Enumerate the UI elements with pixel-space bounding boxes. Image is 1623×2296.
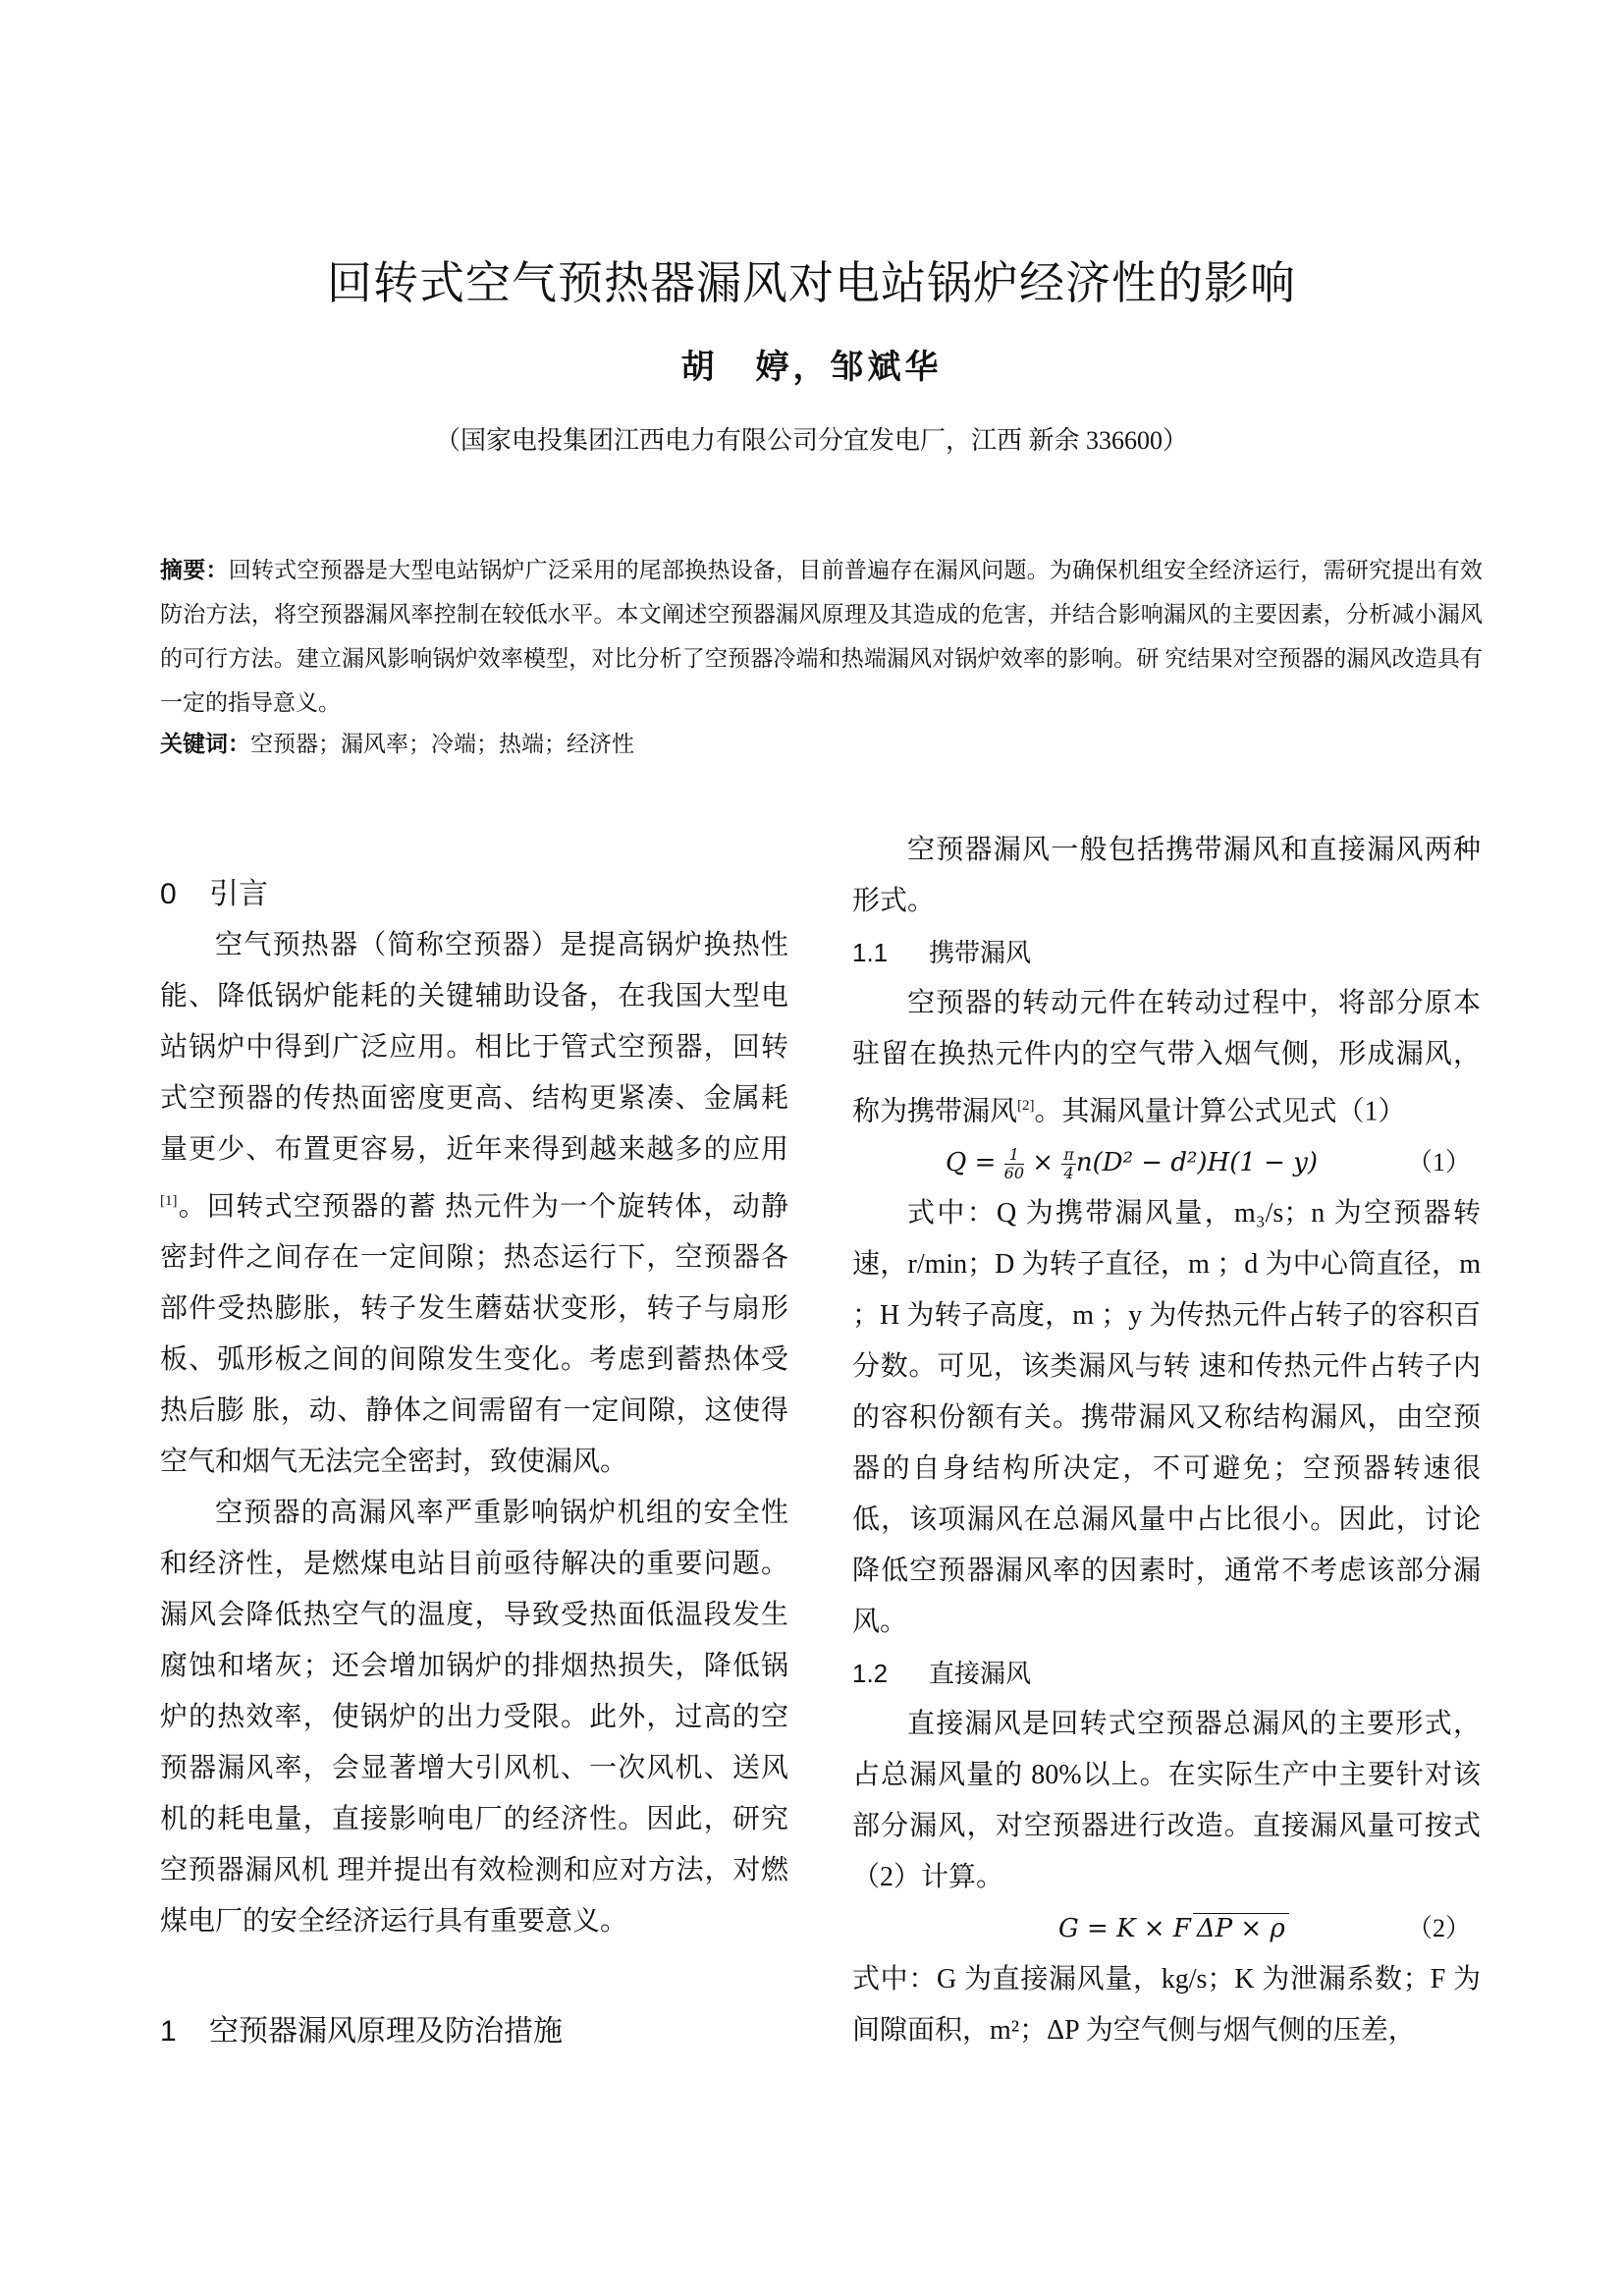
equation-2-expression: G = K × F ΔP × ρ bbox=[1058, 1903, 1289, 1954]
section-number: 0 bbox=[160, 878, 177, 910]
paragraph-text: 。回转式空预器的蓄 热元件为一个旋转体，动静密封件之间存在一定间隙；热态运行下，空预器各部件受热膨胀，转子发生蘑菇状变形，转子与扇形板、弧形板之间的间隙发生变化。考虑到蓄热体受热后膨 胀，动、静体之间需留有一定间隙，这使得空气和烟气无法完全密封，致使漏风。 bbox=[160, 1191, 788, 1478]
affiliation: （国家电投集团江西电力有限公司分宜发电厂，江西 新余 336600） bbox=[434, 426, 1188, 455]
equation-2 bbox=[852, 1903, 1481, 1954]
section-title: 引言 bbox=[209, 878, 268, 910]
equation-1-number: （1） bbox=[1406, 1148, 1471, 1177]
paragraph bbox=[852, 978, 1481, 1137]
citation: [1] bbox=[160, 1193, 178, 1209]
paragraph: 直接漏风是回转式空预器总漏风的主要形式，占总漏风量的 80%以上。在实际生产中主要针对该部分漏风，对空预器进行改造。直接漏风量可按式（2）计算。 bbox=[852, 1709, 1481, 1893]
paragraph-text: 空气预热器（简称空预器）是提高锅炉换热性能、降低锅炉能耗的关键辅助设备，在我国大型电站锅炉中得到广泛应用。相比于管式空预器，回转式空预器的传热面密度更高、结构更紧凑、金属耗量更少、布置更容易，近年来得到越来越多的应用 bbox=[160, 930, 788, 1165]
section-title: 空预器漏风原理及防治措施 bbox=[209, 2015, 563, 2049]
section-heading-1 bbox=[160, 2006, 788, 2057]
left-column bbox=[160, 869, 788, 2057]
right-column bbox=[852, 825, 1481, 2056]
subsection-title: 携带漏风 bbox=[929, 938, 1032, 967]
paragraph: 式中：G 为直接漏风量，kg/s；K 为泄漏系数；F 为间隙面积，m²；ΔP 为空气侧与烟气侧的压差， bbox=[852, 1964, 1481, 2047]
subsection-heading-1-1 bbox=[852, 927, 1481, 978]
keywords-label: 关键词： bbox=[160, 731, 250, 756]
equation-2-number: （2） bbox=[1406, 1914, 1471, 1943]
paragraph-text: 。其漏风量计算公式见式（1） bbox=[1034, 1096, 1406, 1127]
intro-paragraph-1 bbox=[160, 920, 788, 1488]
citation: [2] bbox=[1017, 1098, 1035, 1114]
abstract bbox=[160, 548, 1483, 725]
authors: 胡 婷，邹斌华 bbox=[680, 350, 943, 386]
paragraph-text: 空预器的转动元件在转动过程中，将部分原本驻留在换热元件内的空气带入烟气侧，形成漏风，称为携带漏风 bbox=[852, 988, 1481, 1127]
equation-1 bbox=[852, 1137, 1481, 1188]
paper-title: 回转式空气预热器漏风对电站锅炉经济性的影响 bbox=[327, 257, 1296, 308]
subsection-number: 1.2 bbox=[852, 1659, 889, 1689]
abstract-label: 摘要： bbox=[160, 557, 229, 582]
keywords bbox=[160, 722, 1483, 766]
section-number: 1 bbox=[160, 2015, 177, 2049]
subsection-heading-1-2 bbox=[852, 1648, 1481, 1699]
paragraph: 空预器漏风一般包括携带漏风和直接漏风两种形式。 bbox=[852, 835, 1481, 916]
keywords-text: 空预器；漏风率；冷端；热端；经济性 bbox=[250, 732, 634, 756]
subsection-title: 直接漏风 bbox=[929, 1659, 1032, 1689]
equation-1-expression: Q = $\frac{1}{60}$ × $\frac{\pi}{4}$ n(D² − d²)H(1 − y) bbox=[946, 1144, 1319, 1182]
section-heading-0 bbox=[160, 869, 788, 920]
intro-paragraph-2: 空预器的高漏风率严重影响锅炉机组的安全性和经济性，是燃煤电站目前亟待解决的重要问题。漏风会降低热空气的温度，导致受热面低温段发生腐蚀和堵灰；还会增加锅炉的排烟热损失，降低锅炉的热效率，使锅炉的出力受限。此外，过高的空预器漏风率，会显著增大引风机、一次风机、送风机的耗电量，直接影响电厂的经济性。因此，研究空预器漏风机 理并提出有效检测和应对方法，对燃煤电厂的安全经济运行具有重要意义。 bbox=[160, 1498, 788, 1938]
subsection-number: 1.1 bbox=[852, 938, 889, 967]
paragraph: 式中：Q 为携带漏风量，m₃/s；n 为空预器转速，r/min；D 为转子直径，m ；d 为中心筒直径，m ；H 为转子高度，m ；y 为传热元件占转子的容积百分数。可见，该类漏风与转 速和传热元件占转子内的容积份额有关。携带漏风又称结构漏风，由空预器的自身结构所决定，不可避免；空预器转速很低，该项漏风在总漏风量中占比很小。因此，讨论降低空预器漏风率的因素时，通常不考虑该部分漏风。 bbox=[852, 1198, 1481, 1638]
abstract-text: 回转式空预器是大型电站锅炉广泛采用的尾部换热设备，目前普遍存在漏风问题。为确保机组安全经济运行，需研究提出有效防治方法，将空预器漏风率控制在较低水平。本文阐述空预器漏风原理及其造成的危害，并结合影响漏风的主要因素，分析减小漏风的可行方法。建立漏风影响锅炉效率模型，对比分析了空预器冷端和热端漏风对锅炉效率的影响。研 究结果对空预器的漏风改造具有一定的指导意义。 bbox=[160, 558, 1484, 715]
